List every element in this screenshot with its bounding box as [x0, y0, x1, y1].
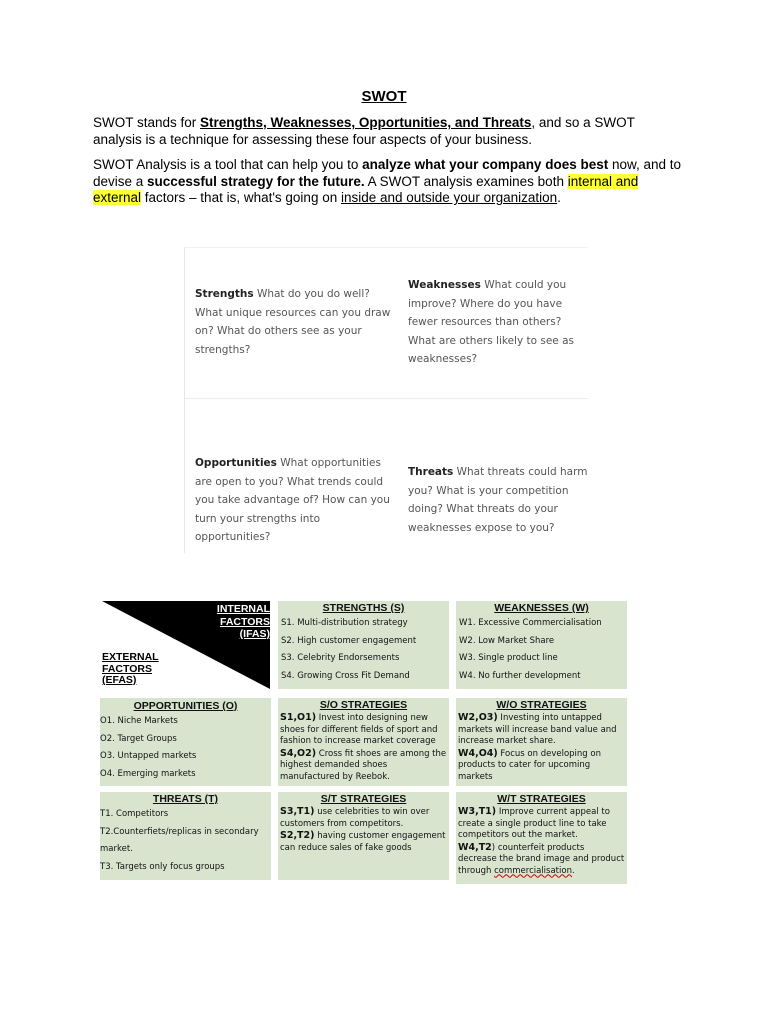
panel-divider-left	[184, 247, 185, 553]
wt-text-1: Improve current appeal to create a single product line to take competitors out the market.	[458, 807, 610, 840]
st-strategy-1	[280, 806, 447, 830]
wo-strategies-cell	[456, 698, 627, 786]
external-line-2: FACTORS	[102, 662, 152, 675]
so-text-2: Cross fit shoes are among the highest demanded shoes manufactured by Reebok.	[280, 748, 447, 782]
swot-expansion: Strengths, Weaknesses, Opportunities, and Threats	[200, 115, 532, 130]
wt-strategy-2	[458, 842, 625, 878]
analysis-text-1: SWOT Analysis is a tool that can help you to	[93, 157, 363, 172]
threats-question	[408, 463, 588, 537]
st-strategies-cell	[278, 792, 449, 880]
threat-item: T2.Counterfiets/replicas in secondary market.	[100, 826, 259, 854]
st-text-1: use celebrities to win over customers from competitors.	[280, 807, 430, 829]
panel-divider-top	[184, 247, 588, 248]
opportunity-item: O1. Niche Markets	[100, 716, 178, 726]
so-text-1: Invest into designing new shoes for different fields of sport and fashion to increase market coverage	[280, 713, 438, 746]
st-strategy-2	[280, 830, 447, 854]
wo-code-1: W2,O3)	[458, 712, 498, 723]
threat-item: T3. Targets only focus groups	[100, 861, 225, 872]
opportunities-label: Opportunities	[195, 457, 277, 469]
strengths-label: Strengths	[195, 288, 254, 300]
swot-questions-panel	[184, 247, 588, 553]
so-strategies-cell	[278, 698, 449, 786]
strengths-header: STRENGTHS (S)	[322, 602, 405, 614]
wo-strategy-1	[458, 712, 625, 748]
st-text-2: having customer engagement can reduce sales of fake goods	[280, 831, 446, 853]
analysis-text-5: .	[557, 190, 561, 205]
weaknesses-label: Weaknesses	[408, 279, 481, 291]
matrix-corner	[100, 601, 272, 689]
underlined-phrase: inside and outside your organization	[340, 190, 558, 205]
so-code-2: S4,O2)	[280, 747, 317, 759]
highlighted-phrase: internal and external	[93, 173, 639, 205]
weaknesses-text: What could you improve? Where do you have fewer resources than others? What are others likely to see as weaknesses?	[408, 279, 575, 366]
strength-item: S4. Growing Cross Fit Demand	[281, 670, 410, 681]
strengths-text: What do you do well? What unique resources can you draw on? What do others see as your strengths?	[195, 288, 391, 356]
threats-label: Threats	[408, 466, 454, 478]
wo-code-2: W4,O4)	[458, 747, 498, 759]
strengths-cell	[278, 601, 449, 689]
so-code-1: S1,O1)	[280, 712, 317, 723]
opportunity-item: O3. Untapped markets	[100, 751, 197, 761]
st-code-1: S3,T1)	[280, 806, 315, 817]
analysis-text-4: factors – that is, what's going on	[141, 190, 341, 205]
wt-text-2a: ) counterfeit products decrease the brand image and product through	[458, 842, 625, 876]
so-strategy-1	[280, 712, 447, 748]
analysis-text-3: A SWOT analysis examines both	[364, 173, 568, 189]
external-factors-label	[102, 652, 159, 687]
weaknesses-question	[408, 276, 580, 369]
weakness-item: W2. Low Market Share	[459, 635, 555, 646]
internal-factors-label	[217, 603, 270, 641]
internal-line-1: INTERNAL	[216, 603, 270, 615]
wt-code-2: W4,T2	[458, 841, 492, 853]
analysis-bold-2: successful strategy for the future.	[147, 173, 365, 189]
wt-text-2c: .	[571, 865, 575, 876]
st-header: S/T STRATEGIES	[320, 793, 407, 805]
opportunity-item: O2. Target Groups	[100, 733, 177, 744]
so-strategy-2	[280, 748, 447, 784]
opportunity-item: O4. Emerging markets	[100, 768, 196, 779]
strength-item: S1. Multi-distribution strategy	[281, 618, 408, 628]
threats-cell	[100, 792, 271, 880]
panel-divider-middle	[184, 398, 588, 399]
external-line-3: (EFAS)	[102, 674, 137, 686]
so-header: S/O STRATEGIES	[319, 699, 408, 711]
wt-strategies-cell	[456, 792, 627, 884]
intro-suffix: , and so a SWOT analysis is a technique for assessing these four aspects of your business.	[93, 115, 635, 147]
external-line-1: EXTERNAL	[102, 651, 159, 663]
wt-strategy-1	[458, 806, 625, 842]
wt-text-2b: commercialisation	[494, 865, 572, 876]
weakness-item: W3. Single product line	[459, 653, 558, 663]
strength-item: S3. Celebrity Endorsements	[281, 653, 400, 663]
weakness-item: W1. Excessive Commercialisation	[459, 618, 602, 628]
threat-item: T1. Competitors	[100, 809, 169, 819]
wo-text-2: Focus on developing on products to cater for upcoming markets	[458, 748, 601, 782]
analysis-text-2: now, and to devise a	[93, 157, 682, 189]
opportunities-cell	[100, 698, 271, 786]
weaknesses-header: WEAKNESSES (W)	[494, 602, 589, 614]
tows-matrix	[100, 601, 630, 884]
threats-header: THREATS (T)	[152, 793, 219, 805]
internal-line-2: FACTORS	[220, 615, 270, 628]
wo-text-1: Investing into untapped markets will increase band value and increase market share.	[458, 713, 617, 746]
wt-header: W/T STRATEGIES	[497, 793, 586, 805]
opportunities-header: OPPORTUNITIES (O)	[133, 700, 238, 712]
intro-prefix: SWOT stands for	[93, 115, 201, 130]
strength-item: S2. High customer engagement	[281, 635, 417, 646]
analysis-paragraph	[93, 157, 683, 207]
wo-header: W/O STRATEGIES	[496, 699, 587, 711]
wo-strategy-2	[458, 748, 625, 784]
st-code-2: S2,T2)	[280, 830, 315, 841]
strengths-question	[195, 285, 391, 359]
opportunities-question	[195, 454, 391, 547]
weakness-item: W4. No further development	[459, 670, 581, 681]
internal-line-3: (IFAS)	[239, 628, 270, 640]
threats-text: What threats could harm you? What is your competition doing? What threats do your weaknesses expose to you?	[408, 466, 588, 534]
intro-paragraph	[93, 115, 683, 148]
wt-code-1: W3,T1)	[458, 806, 497, 817]
weaknesses-cell	[456, 601, 627, 689]
opportunities-text: What opportunities are open to you? What trends could you take advantage of? How can you turn your strengths into opportunities?	[195, 457, 390, 544]
page-title: SWOT	[361, 88, 407, 105]
analysis-bold-1: analyze what your company does best	[362, 157, 609, 172]
